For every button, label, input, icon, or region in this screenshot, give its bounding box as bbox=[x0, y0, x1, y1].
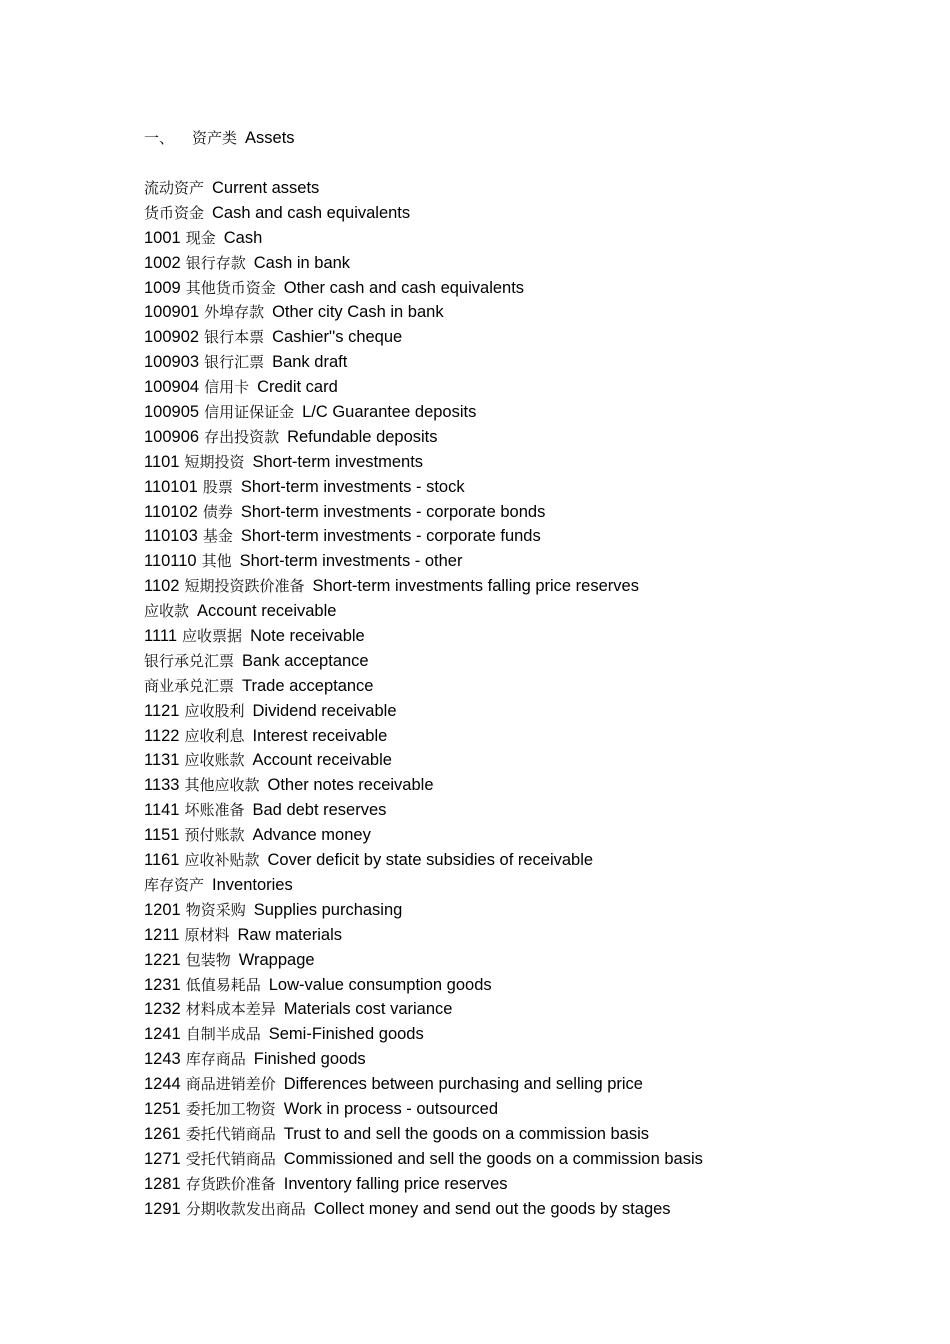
account-name-zh: 坏账准备 bbox=[184, 801, 245, 820]
account-entry bbox=[144, 251, 703, 276]
account-name-en: Inventory falling price reserves bbox=[283, 1174, 508, 1193]
account-name-zh: 银行汇票 bbox=[204, 353, 265, 372]
account-entry bbox=[144, 624, 703, 649]
account-entry bbox=[144, 475, 703, 500]
account-name-zh: 流动资产 bbox=[144, 179, 205, 197]
account-name-zh: 材料成本差异 bbox=[185, 1000, 276, 1019]
account-entry bbox=[144, 176, 703, 201]
account-name-zh: 应收股利 bbox=[184, 701, 245, 720]
account-code: 100906 bbox=[144, 427, 200, 446]
account-name-zh: 信用证保证金 bbox=[204, 403, 295, 422]
account-code: 1101 bbox=[144, 452, 180, 471]
account-entry bbox=[144, 350, 703, 375]
account-code: 1133 bbox=[144, 776, 180, 795]
account-name-en: Other cash and cash equivalents bbox=[283, 278, 525, 297]
account-name-en: Collect money and send out the goods by stages bbox=[313, 1199, 671, 1218]
account-name-en: Advance money bbox=[252, 826, 371, 845]
section-heading bbox=[144, 127, 295, 149]
account-name-zh: 银行承兑汇票 bbox=[144, 651, 235, 670]
account-name-zh: 其他货币资金 bbox=[185, 278, 276, 297]
account-name-zh: 其他 bbox=[201, 552, 232, 571]
account-code: 1211 bbox=[144, 925, 180, 944]
account-name-zh: 存出投资款 bbox=[204, 427, 280, 446]
account-name-zh: 基金 bbox=[202, 527, 233, 546]
account-entry bbox=[144, 574, 703, 599]
account-code: 1009 bbox=[144, 278, 181, 297]
account-name-en: Materials cost variance bbox=[283, 1000, 453, 1019]
account-name-zh: 银行存款 bbox=[185, 253, 246, 272]
account-name-en: Differences between purchasing and selling price bbox=[283, 1075, 643, 1094]
account-entry bbox=[144, 674, 703, 699]
account-code: 1201 bbox=[144, 900, 181, 919]
account-code: 1232 bbox=[144, 1000, 181, 1019]
account-name-zh: 物资采购 bbox=[185, 900, 246, 919]
account-entry bbox=[144, 699, 703, 724]
account-name-en: Inventories bbox=[212, 875, 293, 894]
account-entry bbox=[144, 873, 703, 898]
account-name-zh: 自制半成品 bbox=[185, 1025, 261, 1044]
account-code: 1122 bbox=[144, 726, 180, 745]
account-name-en: Finished goods bbox=[253, 1050, 366, 1069]
account-code: 1261 bbox=[144, 1124, 181, 1143]
account-code: 1271 bbox=[144, 1149, 181, 1168]
account-name-zh: 原材料 bbox=[184, 925, 230, 944]
account-entry bbox=[144, 549, 703, 574]
account-entry bbox=[144, 1197, 703, 1222]
account-name-zh: 库存商品 bbox=[185, 1050, 246, 1069]
account-entry bbox=[144, 997, 703, 1022]
account-code: 100902 bbox=[144, 328, 200, 347]
account-code: 1221 bbox=[144, 950, 181, 969]
account-name-en: Cashier''s cheque bbox=[272, 328, 403, 347]
account-name-zh: 应收票据 bbox=[182, 627, 243, 646]
account-name-en: Bad debt reserves bbox=[252, 801, 387, 820]
account-code: 1244 bbox=[144, 1075, 181, 1094]
account-name-en: Account receivable bbox=[197, 602, 337, 621]
account-name-zh: 货币资金 bbox=[144, 203, 205, 222]
account-entry bbox=[144, 848, 703, 873]
account-code: 100904 bbox=[144, 378, 200, 397]
account-name-zh: 商业承兑汇票 bbox=[144, 676, 235, 695]
account-entry bbox=[144, 400, 703, 425]
account-code: 1231 bbox=[144, 975, 181, 994]
account-entry bbox=[144, 276, 703, 301]
account-name-zh: 短期投资 bbox=[184, 452, 245, 471]
account-code: 110101 bbox=[144, 477, 198, 496]
account-entry bbox=[144, 300, 703, 325]
account-code: 1111 bbox=[144, 627, 178, 646]
account-entry bbox=[144, 1147, 703, 1172]
account-entry bbox=[144, 1122, 703, 1147]
account-code: 1121 bbox=[144, 701, 180, 720]
account-name-zh: 现金 bbox=[185, 228, 216, 247]
account-name-en: Short-term investments - corporate funds bbox=[240, 527, 541, 546]
account-code: 1102 bbox=[144, 577, 180, 596]
account-name-en: Other notes receivable bbox=[267, 776, 434, 795]
account-name-zh: 应收补贴款 bbox=[184, 851, 260, 870]
account-name-en: Trust to and sell the goods on a commission basis bbox=[283, 1124, 650, 1143]
account-entry bbox=[144, 748, 703, 773]
account-name-en: Cash bbox=[223, 228, 263, 247]
account-entry bbox=[144, 524, 703, 549]
account-name-zh: 低值易耗品 bbox=[185, 975, 261, 994]
account-name-en: Short-term investments falling price reserves bbox=[312, 577, 639, 596]
account-name-zh: 应收款 bbox=[144, 602, 190, 621]
account-entry bbox=[144, 450, 703, 475]
account-name-en: Supplies purchasing bbox=[253, 900, 403, 919]
account-name-en: Cash in bank bbox=[253, 253, 351, 272]
account-name-en: Short-term investments bbox=[252, 452, 424, 471]
account-name-en: Other city Cash in bank bbox=[272, 303, 444, 322]
account-entry bbox=[144, 1172, 703, 1197]
account-code: 1141 bbox=[144, 801, 180, 820]
account-code: 1243 bbox=[144, 1050, 181, 1069]
account-name-zh: 应收利息 bbox=[184, 726, 245, 745]
account-name-en: Credit card bbox=[257, 378, 338, 397]
account-code: 1251 bbox=[144, 1099, 181, 1118]
account-name-zh: 信用卡 bbox=[204, 378, 250, 397]
account-code: 100903 bbox=[144, 353, 200, 372]
account-name-zh: 存货跌价准备 bbox=[185, 1174, 276, 1193]
account-code: 1241 bbox=[144, 1025, 181, 1044]
account-code: 100901 bbox=[144, 303, 200, 322]
account-code: 1151 bbox=[144, 826, 180, 845]
account-entry bbox=[144, 425, 703, 450]
account-name-en: Low-value consumption goods bbox=[268, 975, 492, 994]
account-name-zh: 库存资产 bbox=[144, 875, 205, 894]
account-name-zh: 商品进销差价 bbox=[185, 1075, 276, 1094]
account-name-en: Short-term investments - stock bbox=[240, 477, 465, 496]
account-entry bbox=[144, 1022, 703, 1047]
account-entry bbox=[144, 973, 703, 998]
account-name-zh: 股票 bbox=[202, 477, 233, 496]
account-name-zh: 债券 bbox=[202, 502, 233, 521]
account-list bbox=[144, 176, 703, 1221]
account-entry bbox=[144, 649, 703, 674]
account-name-en: Account receivable bbox=[252, 751, 392, 770]
account-code: 1281 bbox=[144, 1174, 181, 1193]
account-name-zh: 预付账款 bbox=[184, 826, 245, 845]
account-name-zh: 银行本票 bbox=[204, 328, 265, 347]
section-title-en: Assets bbox=[245, 129, 295, 147]
account-name-en: Interest receivable bbox=[252, 726, 388, 745]
account-entry bbox=[144, 375, 703, 400]
account-name-en: Raw materials bbox=[237, 925, 343, 944]
account-entry bbox=[144, 948, 703, 973]
account-entry bbox=[144, 325, 703, 350]
account-code: 1002 bbox=[144, 253, 181, 272]
account-entry bbox=[144, 773, 703, 798]
account-name-zh: 委托加工物资 bbox=[185, 1099, 276, 1118]
account-name-zh: 受托代销商品 bbox=[185, 1149, 276, 1168]
account-name-en: Dividend receivable bbox=[252, 701, 397, 720]
account-name-en: Note receivable bbox=[250, 627, 365, 646]
account-name-en: L/C Guarantee deposits bbox=[302, 403, 477, 422]
account-name-en: Cover deficit by state subsidies of receivable bbox=[267, 851, 594, 870]
account-code: 1291 bbox=[144, 1199, 181, 1218]
account-name-en: Current assets bbox=[212, 179, 320, 197]
account-name-en: Wrappage bbox=[238, 950, 315, 969]
account-name-en: Bank draft bbox=[272, 353, 348, 372]
account-code: 110102 bbox=[144, 502, 198, 521]
account-name-en: Refundable deposits bbox=[287, 427, 438, 446]
account-name-en: Short-term investments - corporate bonds bbox=[240, 502, 546, 521]
account-entry bbox=[144, 599, 703, 624]
account-code: 1161 bbox=[144, 851, 180, 870]
account-name-en: Bank acceptance bbox=[242, 651, 369, 670]
account-entry bbox=[144, 823, 703, 848]
account-name-zh: 应收账款 bbox=[184, 751, 245, 770]
account-entry bbox=[144, 1072, 703, 1097]
account-name-zh: 分期收款发出商品 bbox=[185, 1199, 306, 1218]
account-entry bbox=[144, 724, 703, 749]
account-name-en: Semi-Finished goods bbox=[268, 1025, 424, 1044]
account-entry bbox=[144, 898, 703, 923]
account-name-en: Trade acceptance bbox=[242, 676, 374, 695]
section-number: 一、 bbox=[144, 129, 175, 147]
account-code: 110110 bbox=[144, 552, 197, 571]
account-entry bbox=[144, 1047, 703, 1072]
account-name-en: Work in process - outsourced bbox=[283, 1099, 499, 1118]
account-name-en: Commissioned and sell the goods on a commission basis bbox=[283, 1149, 703, 1168]
account-code: 1001 bbox=[144, 228, 181, 247]
account-entry bbox=[144, 1097, 703, 1122]
account-code: 110103 bbox=[144, 527, 198, 546]
account-name-en: Short-term investments - other bbox=[239, 552, 463, 571]
account-code: 1131 bbox=[144, 751, 180, 770]
account-name-zh: 其他应收款 bbox=[184, 776, 260, 795]
account-name-zh: 短期投资跌价准备 bbox=[184, 577, 305, 596]
account-entry bbox=[144, 923, 703, 948]
account-name-zh: 包装物 bbox=[185, 950, 231, 969]
account-entry bbox=[144, 798, 703, 823]
account-name-zh: 外埠存款 bbox=[204, 303, 265, 322]
account-name-en: Cash and cash equivalents bbox=[212, 203, 411, 222]
account-code: 100905 bbox=[144, 403, 200, 422]
account-entry bbox=[144, 226, 703, 251]
section-title-zh: 资产类 bbox=[192, 129, 238, 147]
account-name-zh: 委托代销商品 bbox=[185, 1124, 276, 1143]
account-entry bbox=[144, 201, 703, 226]
account-entry bbox=[144, 500, 703, 525]
